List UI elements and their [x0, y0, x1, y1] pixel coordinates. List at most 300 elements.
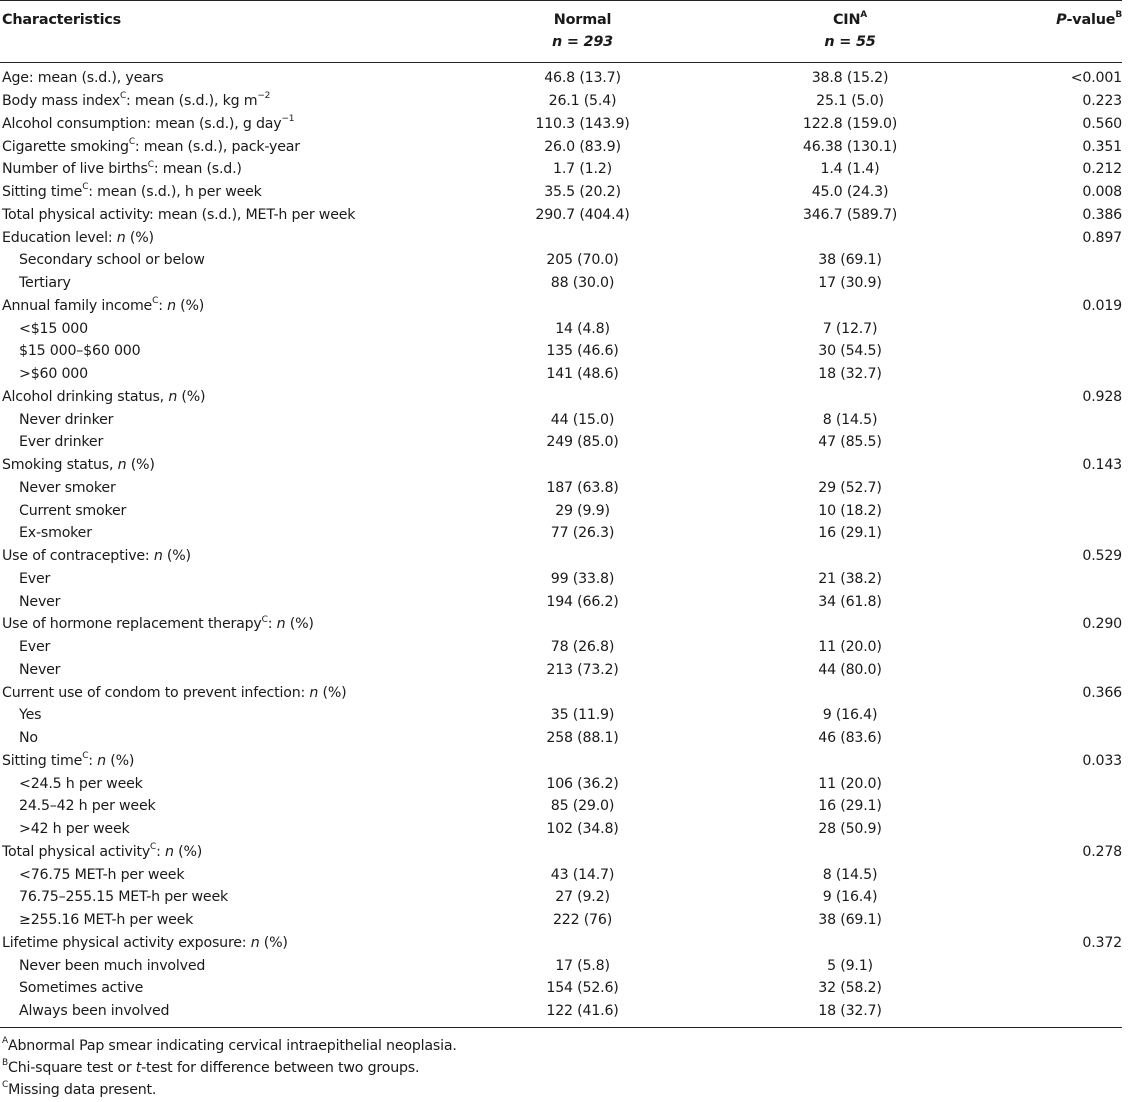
normal-value	[450, 226, 715, 249]
header-pvalue	[985, 1, 1122, 32]
row-label	[0, 204, 450, 227]
normal-value: 78 (26.8)	[550, 639, 615, 656]
table-row-subcategory	[0, 340, 1122, 363]
normal-value: 43 (14.7)	[550, 866, 615, 883]
header-normal-n: n = 293	[450, 31, 715, 63]
normal-value	[450, 681, 715, 704]
normal-value: 26.0 (83.9)	[544, 138, 621, 155]
row-label	[0, 795, 450, 818]
cin-value	[715, 226, 985, 249]
p-value	[985, 431, 1122, 454]
footnote	[2, 1079, 1132, 1101]
row-label	[0, 477, 450, 500]
header-pvalue-rest: -value	[1066, 12, 1116, 28]
label-text: Current smoker	[19, 502, 127, 519]
normal-value: 205 (70.0)	[546, 252, 619, 269]
normal-value: 258 (88.1)	[546, 730, 619, 747]
label-text: : mean (s.d.), kg m	[126, 93, 258, 110]
label-text: <24.5 h per week	[19, 775, 143, 792]
cin-value: 46 (83.6)	[818, 730, 882, 747]
row-label	[0, 135, 450, 158]
p-value: 0.372	[1082, 934, 1122, 951]
label-text: Alcohol consumption: mean (s.d.), g day	[2, 115, 282, 132]
label-text: (%)	[162, 548, 191, 565]
footnote-marker: C	[128, 136, 135, 147]
label-text: <$15 000	[19, 320, 88, 337]
footnote-marker: C	[150, 842, 157, 853]
row-label	[0, 704, 450, 727]
label-text: t	[135, 1059, 142, 1076]
normal-value	[450, 386, 715, 409]
normal-value: 222 (76)	[552, 912, 613, 929]
p-value	[985, 909, 1122, 932]
p-value	[985, 477, 1122, 500]
normal-value: 249 (85.0)	[546, 434, 619, 451]
table-row-variable	[0, 181, 1122, 204]
p-value	[985, 499, 1122, 522]
row-label	[0, 909, 450, 932]
label-text: (%)	[175, 297, 205, 314]
cin-value: 18 (32.7)	[715, 1000, 985, 1027]
p-value	[985, 317, 1122, 340]
row-label	[0, 613, 450, 636]
table-footnotes	[0, 1035, 1132, 1101]
normal-value	[450, 613, 715, 636]
header-pvalue-footnote-marker: B	[1115, 10, 1122, 21]
table-row-subcategory	[0, 977, 1122, 1000]
footnote-marker: A	[2, 1035, 8, 1046]
row-label	[0, 226, 450, 249]
label-text: : mean (s.d.), h per week	[88, 184, 262, 201]
label-text: :	[267, 616, 277, 633]
label-text: Secondary school or below	[19, 252, 205, 269]
row-label	[0, 568, 450, 591]
cin-value: 38 (69.1)	[818, 912, 882, 929]
p-value	[985, 727, 1122, 750]
normal-value: 27 (9.2)	[555, 889, 610, 906]
row-label	[0, 681, 450, 704]
label-text: Never smoker	[19, 479, 116, 496]
normal-value: 122 (41.6)	[450, 1000, 715, 1027]
normal-value: 194 (66.2)	[546, 593, 619, 610]
table-row-variable	[0, 90, 1122, 113]
p-value	[985, 795, 1122, 818]
footnote-marker: C	[152, 296, 159, 307]
label-text: n	[250, 934, 260, 951]
row-label	[0, 772, 450, 795]
cin-value: 7 (12.7)	[822, 320, 878, 337]
p-value	[985, 636, 1122, 659]
label-text: n	[168, 388, 178, 405]
header-normal: Normal	[450, 1, 715, 32]
cin-value: 122.8 (159.0)	[802, 115, 898, 132]
p-value: 0.278	[1082, 843, 1122, 860]
label-text: Use of hormone replacement therapy	[2, 616, 262, 633]
label-text: Sitting time	[2, 752, 83, 769]
table-row-variable	[0, 295, 1122, 318]
normal-value: 187 (63.8)	[546, 479, 619, 496]
row-label	[0, 295, 450, 318]
cin-value	[715, 613, 985, 636]
table-row-subcategory	[0, 659, 1122, 682]
header-cin	[715, 1, 985, 32]
label-text: n	[153, 548, 163, 565]
footnote-marker: −1	[281, 114, 295, 125]
row-label	[0, 750, 450, 773]
p-value	[985, 863, 1122, 886]
row-label	[0, 727, 450, 750]
normal-value: 106 (36.2)	[546, 775, 619, 792]
label-text: n	[165, 843, 174, 860]
p-value	[985, 1000, 1122, 1027]
row-label	[0, 499, 450, 522]
label-text: Never been much involved	[19, 957, 206, 974]
table-header	[0, 1, 1122, 63]
p-value: 0.928	[1082, 388, 1122, 405]
row-label	[0, 90, 450, 113]
p-value	[985, 659, 1122, 682]
cin-value	[715, 295, 985, 318]
cin-value: 11 (20.0)	[818, 775, 882, 792]
cin-value: 29 (52.7)	[818, 479, 882, 496]
p-value	[985, 818, 1122, 841]
normal-value: 17 (5.8)	[555, 957, 610, 974]
table-row-subcategory	[0, 477, 1122, 500]
label-text: (%)	[285, 616, 314, 633]
header-spacer	[0, 31, 450, 63]
table-row-subcategory	[0, 317, 1122, 340]
p-value	[985, 272, 1122, 295]
label-text: Always been involved	[19, 1003, 170, 1020]
cin-value: 38.8 (15.2)	[811, 70, 889, 87]
row-label	[0, 63, 450, 90]
row-label	[0, 1000, 450, 1027]
normal-value: 26.1 (5.4)	[548, 93, 617, 110]
label-text: -test for difference between two groups.	[141, 1059, 420, 1076]
header-pvalue-p: P	[1056, 12, 1067, 28]
row-label	[0, 408, 450, 431]
cin-value	[715, 750, 985, 773]
cin-value	[715, 932, 985, 955]
cin-value: 1.4 (1.4)	[820, 161, 880, 178]
label-text: n	[97, 752, 106, 769]
label-text: Tertiary	[19, 275, 71, 292]
cin-value: 11 (20.0)	[818, 639, 882, 656]
label-text: Smoking status,	[2, 457, 118, 474]
label-text: (%)	[126, 457, 155, 474]
table-row-subcategory	[0, 954, 1122, 977]
p-value: 0.290	[1082, 616, 1122, 633]
normal-value: 77 (26.3)	[550, 525, 615, 542]
table-row-subcategory	[0, 909, 1122, 932]
row-label	[0, 863, 450, 886]
normal-value: 88 (30.0)	[550, 275, 615, 292]
label-text: Alcohol drinking status,	[2, 388, 169, 405]
cin-value	[715, 681, 985, 704]
label-text: Total physical activity	[2, 843, 151, 860]
cin-value: 9 (16.4)	[822, 707, 878, 724]
p-value: 0.143	[1082, 457, 1122, 474]
table-row-subcategory	[0, 363, 1122, 386]
label-text: Sometimes active	[19, 980, 144, 997]
cin-value: 34 (61.8)	[818, 593, 882, 610]
label-text: Number of live births	[2, 161, 148, 178]
table-row-variable	[0, 750, 1122, 773]
normal-value	[450, 750, 715, 773]
normal-value	[450, 841, 715, 864]
cin-value: 10 (18.2)	[818, 502, 882, 519]
cin-value: 18 (32.7)	[818, 366, 882, 383]
cin-value: 46.38 (130.1)	[802, 138, 898, 155]
table-row-subcategory	[0, 568, 1122, 591]
row-label	[0, 386, 450, 409]
label-text: Ever drinker	[19, 434, 104, 451]
table-row-variable	[0, 545, 1122, 568]
label-text: n	[276, 616, 286, 633]
row-label	[0, 181, 450, 204]
label-text: 24.5–42 h per week	[19, 798, 156, 815]
label-text: Ex-smoker	[19, 525, 92, 542]
row-label	[0, 932, 450, 955]
p-value	[985, 704, 1122, 727]
table-row-variable	[0, 454, 1122, 477]
cin-value: 8 (14.5)	[822, 866, 878, 883]
normal-value: 141 (48.6)	[546, 366, 619, 383]
label-text: Age: mean (s.d.), years	[2, 70, 164, 87]
table-row-variable	[0, 135, 1122, 158]
label-text: (%)	[173, 843, 203, 860]
table-row-subcategory	[0, 863, 1122, 886]
normal-value: 213 (73.2)	[546, 661, 619, 678]
label-text: Current use of condom to prevent infection:	[2, 684, 310, 701]
label-text: (%)	[318, 684, 347, 701]
table-row-variable	[0, 613, 1122, 636]
row-label	[0, 363, 450, 386]
p-value	[985, 363, 1122, 386]
normal-value	[450, 295, 715, 318]
table-row-subcategory	[0, 1000, 1122, 1027]
row-label	[0, 113, 450, 136]
cin-value: 21 (38.2)	[818, 570, 882, 587]
cin-value: 44 (80.0)	[818, 661, 882, 678]
footnote-marker: C	[2, 1079, 9, 1090]
normal-value: 110.3 (143.9)	[535, 115, 630, 132]
table-row-subcategory	[0, 272, 1122, 295]
label-text: Yes	[19, 707, 42, 724]
label-text: >$60 000	[19, 366, 88, 383]
normal-value	[450, 454, 715, 477]
normal-value: 290.7 (404.4)	[535, 206, 630, 223]
table-row-subcategory	[0, 818, 1122, 841]
label-text: Missing data present.	[8, 1081, 157, 1098]
footnote	[2, 1057, 1132, 1079]
p-value: 0.897	[1082, 229, 1122, 246]
cin-value: 17 (30.9)	[818, 275, 882, 292]
table-row-subcategory	[0, 590, 1122, 613]
label-text: :	[156, 843, 165, 860]
table-row-subcategory	[0, 795, 1122, 818]
table-row-variable	[0, 226, 1122, 249]
label-text: (%)	[177, 388, 206, 405]
normal-value: 35.5 (20.2)	[544, 184, 621, 201]
p-value: 0.212	[1082, 161, 1122, 178]
label-text: Never drinker	[19, 411, 114, 428]
p-value	[985, 340, 1122, 363]
table-row-variable	[0, 158, 1122, 181]
label-text: Ever	[19, 639, 51, 656]
cin-value	[715, 386, 985, 409]
p-value: <0.001	[1070, 70, 1122, 87]
label-text: Ever	[19, 570, 51, 587]
p-value: 0.386	[1082, 206, 1122, 223]
row-label	[0, 431, 450, 454]
header-cin-n: n = 55	[715, 31, 985, 63]
row-label	[0, 272, 450, 295]
row-label	[0, 340, 450, 363]
cin-value: 16 (29.1)	[818, 525, 882, 542]
label-text: Cigarette smoking	[2, 138, 129, 155]
cin-value: 16 (29.1)	[818, 798, 882, 815]
table-body	[0, 63, 1122, 1028]
label-text: <76.75 MET-h per week	[19, 866, 185, 883]
p-value	[985, 568, 1122, 591]
label-text: Use of contraceptive:	[2, 548, 154, 565]
table-row-variable	[0, 63, 1122, 90]
p-value	[985, 590, 1122, 613]
header-cin-label: CIN	[832, 12, 861, 28]
row-label	[0, 454, 450, 477]
normal-value: 35 (11.9)	[550, 707, 615, 724]
footnote-marker: C	[82, 182, 89, 193]
p-value: 0.560	[1082, 115, 1122, 132]
cin-value: 45.0 (24.3)	[811, 184, 889, 201]
cin-value: 346.7 (589.7)	[802, 206, 898, 223]
row-label	[0, 954, 450, 977]
label-text: :	[88, 752, 98, 769]
label-text: Never	[19, 593, 61, 610]
normal-value	[450, 545, 715, 568]
cin-value: 32 (58.2)	[818, 980, 882, 997]
normal-value: 46.8 (13.7)	[544, 70, 621, 87]
table-row-subcategory	[0, 886, 1122, 909]
row-label	[0, 590, 450, 613]
p-value	[985, 954, 1122, 977]
cin-value	[715, 841, 985, 864]
label-text: Education level:	[2, 229, 117, 246]
cin-value: 8 (14.5)	[822, 411, 878, 428]
p-value: 0.008	[1082, 184, 1122, 201]
row-label	[0, 977, 450, 1000]
p-value: 0.351	[1082, 138, 1122, 155]
label-text: n	[309, 684, 319, 701]
p-value: 0.529	[1082, 548, 1122, 565]
label-text: n	[117, 457, 127, 474]
row-label	[0, 886, 450, 909]
cin-value: 5 (9.1)	[827, 957, 873, 974]
footnote	[2, 1035, 1132, 1057]
footnote-marker: C	[82, 751, 89, 762]
p-value	[985, 408, 1122, 431]
table-row-subcategory	[0, 249, 1122, 272]
p-value	[985, 249, 1122, 272]
p-value	[985, 772, 1122, 795]
table-row-variable	[0, 386, 1122, 409]
table-row-subcategory	[0, 408, 1122, 431]
normal-value: 1.7 (1.2)	[553, 161, 612, 178]
normal-value: 14 (4.8)	[555, 320, 610, 337]
table-row-variable	[0, 204, 1122, 227]
normal-value: 154 (52.6)	[546, 980, 619, 997]
footnote-marker: C	[147, 159, 154, 170]
row-label	[0, 249, 450, 272]
cin-value	[715, 454, 985, 477]
p-value: 0.223	[1082, 93, 1122, 110]
label-text: ≥255.16 MET-h per week	[19, 912, 194, 929]
row-label	[0, 841, 450, 864]
label-text: :	[158, 297, 168, 314]
table-row-subcategory	[0, 772, 1122, 795]
cin-value: 38 (69.1)	[818, 252, 882, 269]
p-value: 0.019	[1082, 297, 1122, 314]
label-text: : mean (s.d.), pack-year	[134, 138, 300, 155]
label-text: Lifetime physical activity exposure:	[2, 934, 251, 951]
table-row-subcategory	[0, 522, 1122, 545]
cin-value: 9 (16.4)	[822, 889, 878, 906]
label-text: No	[19, 730, 38, 747]
cin-value: 47 (85.5)	[818, 434, 882, 451]
table-row-subcategory	[0, 636, 1122, 659]
normal-value: 85 (29.0)	[550, 798, 615, 815]
table-row-subcategory	[0, 499, 1122, 522]
label-text: 76.75–255.15 MET-h per week	[19, 889, 229, 906]
header-characteristics: Characteristics	[0, 1, 450, 32]
normal-value: 44 (15.0)	[550, 411, 615, 428]
row-label	[0, 522, 450, 545]
table-row-variable	[0, 113, 1122, 136]
cin-value: 30 (54.5)	[818, 343, 882, 360]
cin-value: 28 (50.9)	[818, 821, 882, 838]
table-row-subcategory	[0, 704, 1122, 727]
p-value: 0.366	[1082, 684, 1122, 701]
header-cin-footnote-marker: A	[860, 10, 868, 21]
row-label	[0, 636, 450, 659]
label-text: Chi-square test or	[7, 1059, 136, 1076]
p-value	[985, 886, 1122, 909]
table-row-subcategory	[0, 431, 1122, 454]
label-text: Abnormal Pap smear indicating cervical intraepithelial neoplasia.	[7, 1037, 457, 1054]
row-label	[0, 545, 450, 568]
label-text: Sitting time	[2, 184, 83, 201]
label-text: (%)	[125, 229, 154, 246]
label-text: (%)	[259, 934, 288, 951]
row-label	[0, 158, 450, 181]
label-text: Annual family income	[2, 297, 153, 314]
p-value	[985, 977, 1122, 1000]
label-text: Never	[19, 661, 61, 678]
label-text: : mean (s.d.)	[153, 161, 242, 178]
footnote-marker: C	[261, 614, 268, 625]
normal-value: 102 (34.8)	[546, 821, 619, 838]
label-text: n	[116, 229, 126, 246]
normal-value: 99 (33.8)	[550, 570, 615, 587]
row-label	[0, 659, 450, 682]
table-row-variable	[0, 681, 1122, 704]
footnote-marker: −2	[257, 91, 271, 102]
cin-value: 25.1 (5.0)	[816, 93, 884, 110]
normal-value	[450, 932, 715, 955]
label-text: Body mass index	[2, 93, 120, 110]
label-text: n	[167, 297, 176, 314]
